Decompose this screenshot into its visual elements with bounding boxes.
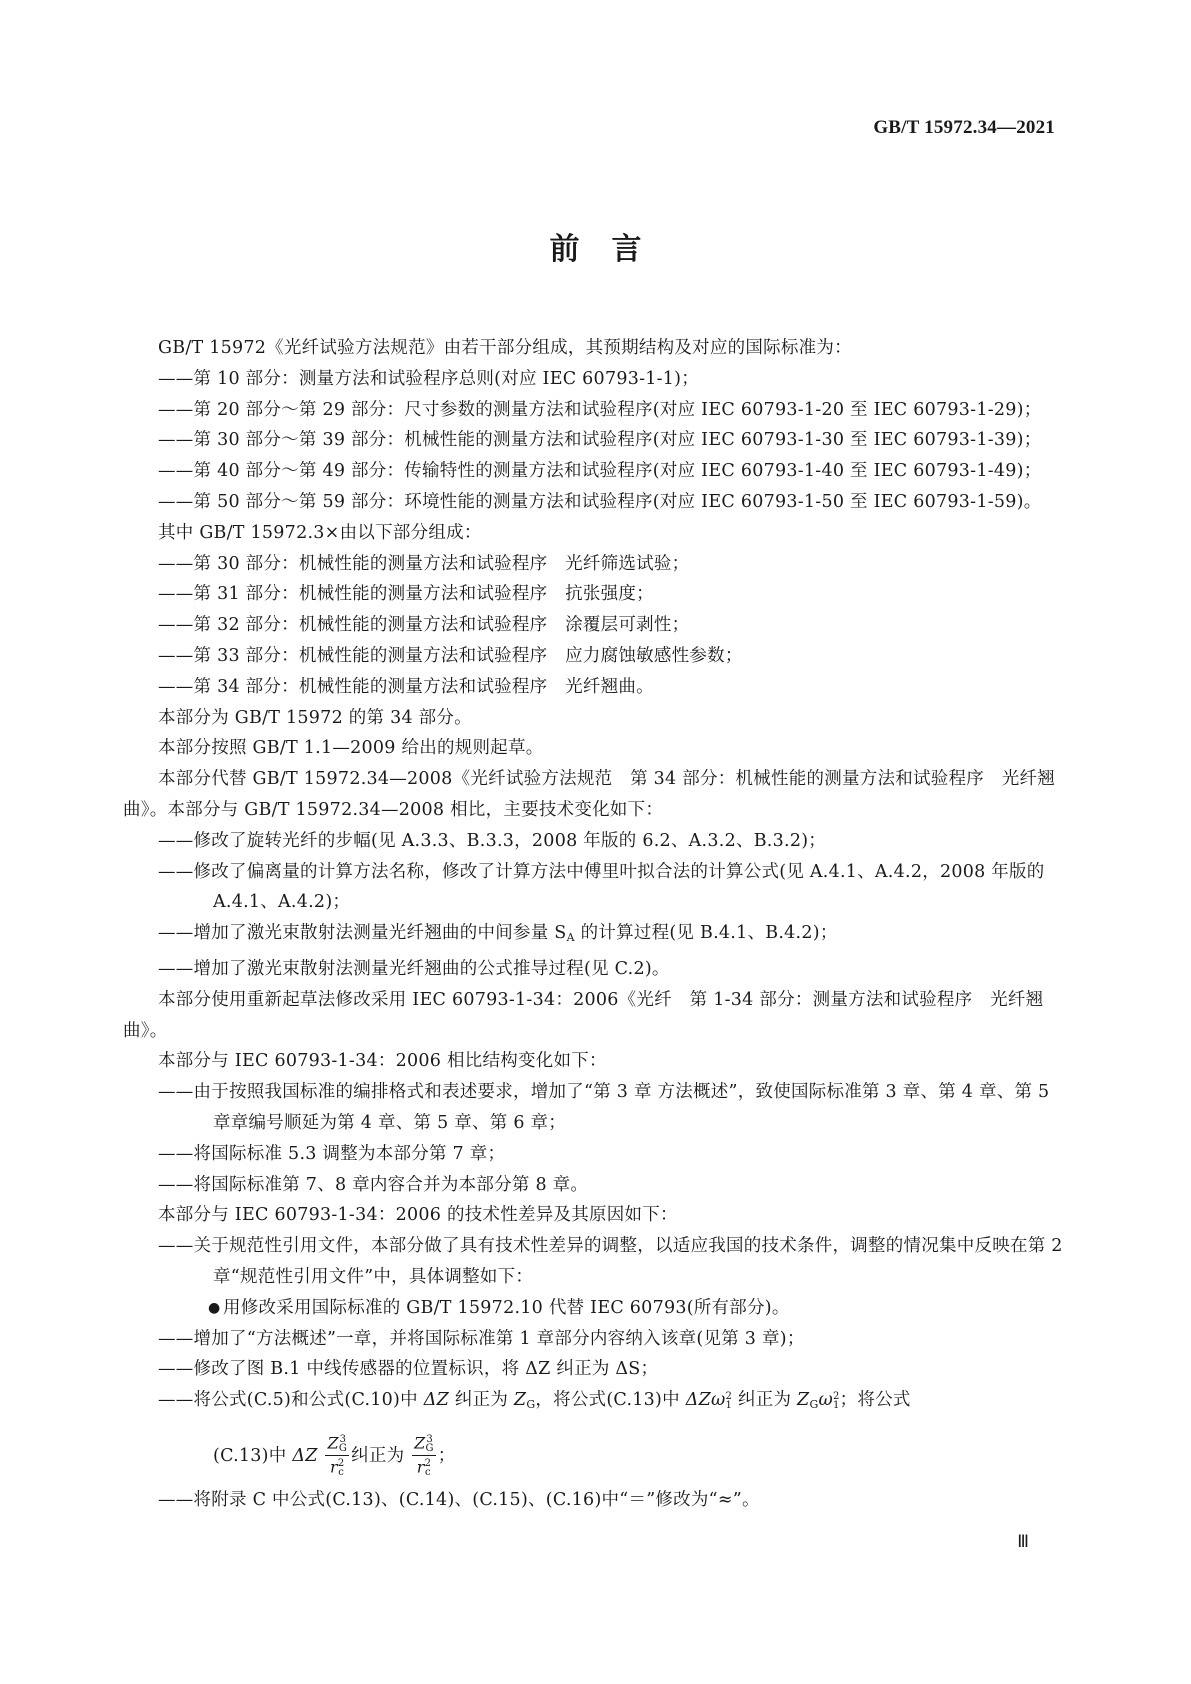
page-number: Ⅲ	[1017, 1532, 1029, 1551]
fraction-2	[412, 1435, 436, 1477]
formula-superscript: 2	[833, 1390, 840, 1402]
structure-change-item: ——将国际标准第 7、8 章内容合并为本部分第 8 章。	[158, 1174, 589, 1195]
page-title: 前言	[549, 232, 674, 267]
structure-item: ——第 50 部分～第 59 部分：环境性能的测量方法和试验程序(对应 IEC 60793-1-50 至 IEC 60793-1-59)。	[158, 491, 1042, 512]
structure-change-item: ——由于按照我国标准的编排格式和表述要求，增加了“第 3 章 方法概述”，致使国际标准第 3 章、第 4 章、第 5 章章编号顺延为第 4 章、第 5 章、第 6 章；	[158, 1082, 1050, 1133]
bullet-text: 用修改采用国际标准的 GB/T 15972.10 代替 IEC 60793(所有部分)。	[223, 1297, 790, 1318]
change-text: ——增加了激光束散射法测量光纤翘曲的中间参量 S	[158, 923, 567, 944]
formula-text: ；将公式	[839, 1390, 911, 1411]
this-part-paragraph: 本部分为 GB/T 15972 的第 34 部分。	[158, 707, 472, 728]
sub-part-item: ——第 31 部分：机械性能的测量方法和试验程序 抗张强度；	[158, 584, 654, 605]
structure-item: ——第 30 部分～第 39 部分：机械性能的测量方法和试验程序(对应 IEC 60793-1-30 至 IEC 60793-1-39)；	[158, 430, 1042, 451]
tech-diff-bullet	[123, 1293, 1068, 1324]
sub-part-item: ——第 32 部分：机械性能的测量方法和试验程序 涂覆层可剥性；	[158, 615, 690, 636]
formula-text: ，将公式(C.13)中	[535, 1390, 686, 1411]
fraction-denominator	[325, 1456, 349, 1477]
denominator-symbol: r	[416, 1457, 425, 1477]
formula-superscript: 2	[424, 1458, 432, 1470]
formula-symbol: Z	[513, 1390, 527, 1411]
replaces-paragraph: 本部分代替 GB/T 15972.34—2008《光纤试验方法规范 第 34 部分：机械性能的测量方法和试验程序 光纤翘曲》。本部分与 GB/T 15972.34—2008 相比，主要技术变化如下：	[123, 769, 1055, 820]
formula-supsub	[426, 1435, 434, 1453]
tech-diff-intro: 本部分与 IEC 60793-1-34：2006 的技术性差异及其原因如下：	[158, 1205, 678, 1226]
formula-text: (C.13)中	[213, 1445, 293, 1466]
formula-superscript: 3	[339, 1434, 347, 1446]
drafting-paragraph: 本部分按照 GB/T 1.1—2009 给出的规则起草。	[158, 738, 544, 759]
sub-intro-paragraph: 其中 GB/T 15972.3×由以下部分组成：	[158, 522, 482, 543]
sub-part-item: ——第 30 部分：机械性能的测量方法和试验程序 光纤筛选试验；	[158, 553, 690, 574]
change-text: 的计算过程(见 B.4.1、B.4.2)；	[580, 923, 838, 944]
structure-change-item: ——将国际标准 5.3 调整为本部分第 7 章；	[158, 1143, 506, 1164]
structure-item: ——第 20 部分～第 29 部分：尺寸参数的测量方法和试验程序(对应 IEC 60793-1-20 至 IEC 60793-1-29)；	[158, 399, 1042, 420]
formula-subscript: G	[338, 1443, 348, 1455]
formula-text: 纠正为	[732, 1390, 798, 1411]
fraction-numerator	[325, 1435, 349, 1456]
formula-symbol: ω	[818, 1390, 834, 1411]
formula-text: ；	[437, 1445, 456, 1466]
formula-symbol: ΔZ	[423, 1390, 449, 1411]
formula-symbol: ΔZω	[685, 1390, 726, 1411]
denominator-symbol: r	[330, 1457, 338, 1477]
formula-subscript: G	[526, 1398, 536, 1412]
tech-diff-item: ——增加了“方法概述”一章，并将国际标准第 1 章部分内容纳入该章(见第 3 章)；	[158, 1328, 805, 1349]
tech-diff-item: ——关于规范性引用文件，本部分做了具有技术性差异的调整，以适应我国的技术条件，调整的情况集中反映在第 2 章“规范性引用文件”中，具体调整如下：	[158, 1236, 1063, 1287]
formula-subscript: 1	[725, 1399, 733, 1411]
formula-subscript: 1	[833, 1399, 840, 1411]
formula-symbol: Z	[797, 1390, 810, 1411]
formula-subscript: G	[425, 1443, 434, 1455]
formula-text: ——将公式(C.5)和公式(C.10)中	[158, 1390, 424, 1411]
formula-fraction-line	[123, 1427, 1068, 1485]
formula-supsub	[338, 1459, 345, 1477]
formula-supsub	[425, 1459, 432, 1477]
structure-item: ——第 10 部分：测量方法和试验程序总则(对应 IEC 60793-1-1)；	[158, 368, 700, 389]
document-body	[123, 333, 1068, 1516]
formula-supsub	[339, 1435, 347, 1453]
formula-text: 纠正为	[351, 1445, 405, 1466]
formula-text: 纠正为	[449, 1390, 514, 1411]
change-item: ——修改了旋转光纤的步幅(见 A.3.3、B.3.3，2008 年版的 6.2、A.3.2、B.3.2)；	[158, 830, 827, 851]
structure-change-intro: 本部分与 IEC 60793-1-34：2006 相比结构变化如下：	[158, 1051, 607, 1072]
fraction-denominator	[412, 1456, 436, 1477]
formula-superscript: 2	[725, 1390, 733, 1402]
change-item: ——修改了偏离量的计算方法名称，修改了计算方法中傅里叶拟合法的计算公式(见 A.4.1、A.4.2，2008 年版的 A.4.1、A.4.2)；	[158, 861, 1045, 913]
adoption-paragraph: 本部分使用重新起草法修改采用 IEC 60793-1-34：2006《光纤 第 1-34 部分：测量方法和试验程序 光纤翘曲》。	[123, 989, 1044, 1041]
formula-symbol: ΔZ	[292, 1445, 318, 1466]
bullet-icon: ●	[208, 1299, 221, 1316]
change-item	[123, 918, 1068, 954]
formula-correction-item	[123, 1385, 1068, 1421]
formula-subscript: G	[809, 1398, 819, 1412]
formula-subscript: c	[425, 1467, 431, 1479]
numerator-symbol: Z	[327, 1433, 339, 1453]
structure-item: ——第 40 部分～第 49 部分：传输特性的测量方法和试验程序(对应 IEC 60793-1-40 至 IEC 60793-1-49)；	[158, 461, 1042, 482]
sub-part-item: ——第 33 部分：机械性能的测量方法和试验程序 应力腐蚀敏感性参数；	[158, 645, 743, 666]
intro-paragraph: GB/T 15972《光纤试验方法规范》由若干部分组成，其预期结构及对应的国际标准为：	[158, 338, 852, 358]
fraction-numerator	[412, 1435, 436, 1456]
formula-subscript: c	[338, 1467, 345, 1479]
standard-code: GB/T 15972.34—2021	[873, 117, 1055, 138]
change-item: ——增加了激光束散射法测量光纤翘曲的公式推导过程(见 C.2)。	[158, 958, 670, 979]
last-change-item: ——将附录 C 中公式(C.13)、(C.14)、(C.15)、(C.16)中“＝”修改为“≈”。	[158, 1489, 760, 1510]
fraction-1	[325, 1435, 349, 1477]
tech-diff-item: ——修改了图 B.1 中线传感器的位置标识，将 ΔZ 纠正为 ΔS；	[158, 1359, 659, 1380]
formula-superscript: 3	[426, 1434, 433, 1446]
sa-subscript: A	[566, 931, 575, 945]
sub-part-item: ——第 34 部分：机械性能的测量方法和试验程序 光纤翘曲。	[158, 676, 654, 697]
formula-supsub	[833, 1392, 840, 1410]
numerator-symbol: Z	[414, 1433, 426, 1453]
formula-superscript: 2	[337, 1458, 345, 1470]
